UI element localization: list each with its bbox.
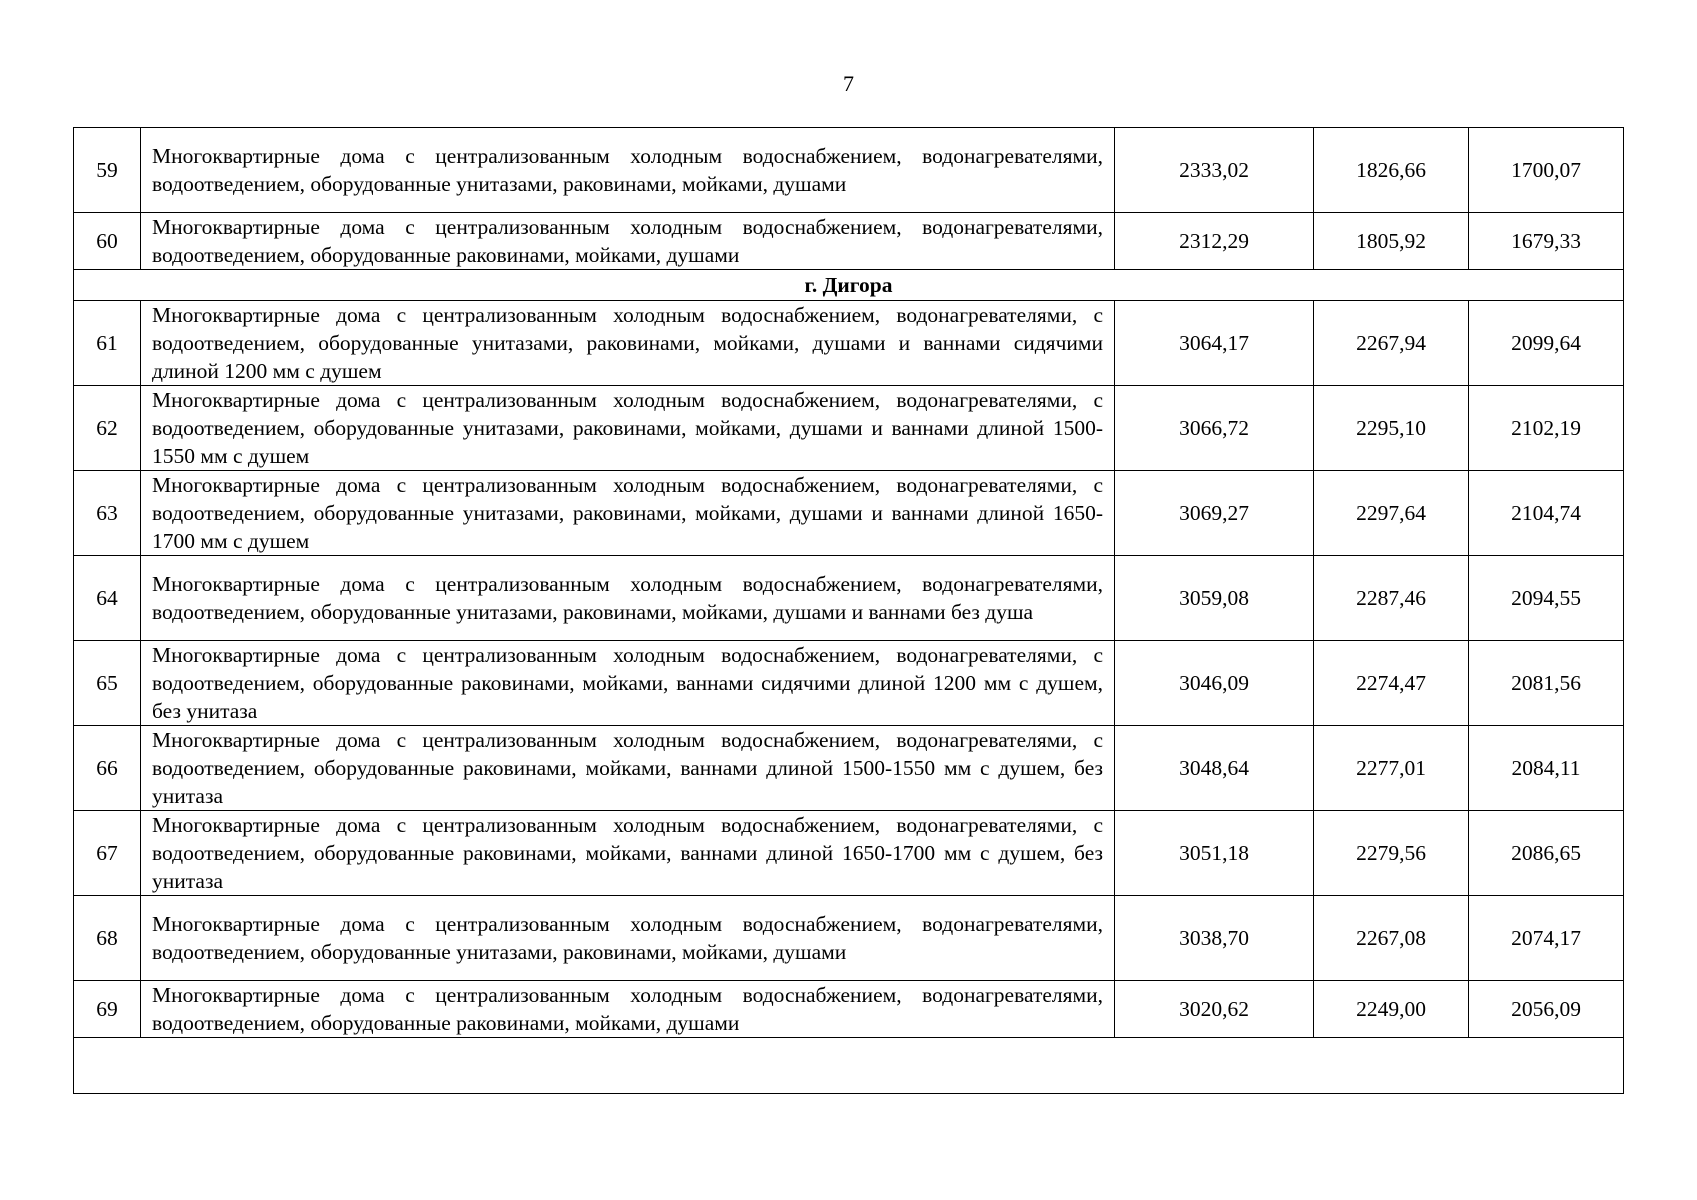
row-value-3: 2102,19 xyxy=(1469,386,1624,471)
table-row xyxy=(74,301,1624,386)
row-value-3: 2094,55 xyxy=(1469,556,1624,641)
row-number: 59 xyxy=(74,128,141,213)
table-row xyxy=(74,811,1624,896)
row-value-3: 2099,64 xyxy=(1469,301,1624,386)
row-value-1: 3064,17 xyxy=(1115,301,1314,386)
table-row xyxy=(74,641,1624,726)
row-value-3: 2104,74 xyxy=(1469,471,1624,556)
row-value-1: 2333,02 xyxy=(1115,128,1314,213)
row-value-3: 2084,11 xyxy=(1469,726,1624,811)
row-value-1: 3051,18 xyxy=(1115,811,1314,896)
table-row xyxy=(74,213,1624,270)
row-value-2: 1805,92 xyxy=(1314,213,1469,270)
row-value-1: 3069,27 xyxy=(1115,471,1314,556)
table-row xyxy=(74,726,1624,811)
row-description: Многоквартирные дома с централизованным холодным водоснабжением, водонагревателями, водоотведением, оборудованные унитазами, раковинами, мойками, душами xyxy=(141,896,1115,981)
empty-cell xyxy=(74,1038,1624,1094)
table-row xyxy=(74,896,1624,981)
table-row xyxy=(74,128,1624,213)
row-number: 62 xyxy=(74,386,141,471)
row-value-2: 2267,08 xyxy=(1314,896,1469,981)
row-value-2: 2277,01 xyxy=(1314,726,1469,811)
row-value-3: 2081,56 xyxy=(1469,641,1624,726)
row-number: 60 xyxy=(74,213,141,270)
table-row xyxy=(74,981,1624,1038)
section-row xyxy=(74,270,1624,301)
row-number: 67 xyxy=(74,811,141,896)
row-number: 68 xyxy=(74,896,141,981)
table-row xyxy=(74,556,1624,641)
row-description: Многоквартирные дома с централизованным холодным водоснабжением, водонагревателями, с водоотведением, оборудованные унитазами, раковинами, мойками, душами и ваннами сидячими длиной 1200 мм с душем xyxy=(141,301,1115,386)
row-value-3: 1700,07 xyxy=(1469,128,1624,213)
table-row xyxy=(74,471,1624,556)
row-value-3: 2074,17 xyxy=(1469,896,1624,981)
row-value-1: 3038,70 xyxy=(1115,896,1314,981)
row-description: Многоквартирные дома с централизованным холодным водоснабжением, водонагревателями, водоотведением, оборудованные унитазами, раковинами, мойками, душами xyxy=(141,128,1115,213)
page-number: 7 xyxy=(843,71,854,96)
row-description: Многоквартирные дома с централизованным холодным водоснабжением, водонагревателями, с водоотведением, оборудованные унитазами, раковинами, мойками, душами и ваннами длиной 1650-1700 мм с душем xyxy=(141,471,1115,556)
row-number: 66 xyxy=(74,726,141,811)
row-value-1: 3046,09 xyxy=(1115,641,1314,726)
row-value-2: 2297,64 xyxy=(1314,471,1469,556)
row-number: 69 xyxy=(74,981,141,1038)
row-value-2: 2267,94 xyxy=(1314,301,1469,386)
row-description: Многоквартирные дома с централизованным холодным водоснабжением, водонагревателями, с водоотведением, оборудованные унитазами, раковинами, мойками, душами и ваннами длиной 1500-1550 мм с душем xyxy=(141,386,1115,471)
empty-row xyxy=(74,1038,1624,1094)
row-value-3: 1679,33 xyxy=(1469,213,1624,270)
row-description: Многоквартирные дома с централизованным холодным водоснабжением, водонагревателями, с водоотведением, оборудованные раковинами, мойками, ваннами сидячими длиной 1200 мм с душем, без унитаза xyxy=(141,641,1115,726)
row-description: Многоквартирные дома с централизованным холодным водоснабжением, водонагревателями, с водоотведением, оборудованные раковинами, мойками, ваннами длиной 1500-1550 мм с душем, без унитаза xyxy=(141,726,1115,811)
section-title: г. Дигора xyxy=(74,270,1624,301)
row-value-2: 2287,46 xyxy=(1314,556,1469,641)
row-description: Многоквартирные дома с централизованным холодным водоснабжением, водонагревателями, водоотведением, оборудованные раковинами, мойками, душами xyxy=(141,981,1115,1038)
table-row xyxy=(74,386,1624,471)
row-number: 61 xyxy=(74,301,141,386)
row-value-2: 2274,47 xyxy=(1314,641,1469,726)
row-value-1: 2312,29 xyxy=(1115,213,1314,270)
row-value-2: 2295,10 xyxy=(1314,386,1469,471)
row-description: Многоквартирные дома с централизованным холодным водоснабжением, водонагревателями, водоотведением, оборудованные раковинами, мойками, душами xyxy=(141,213,1115,270)
tariff-table xyxy=(73,127,1624,1094)
row-value-3: 2056,09 xyxy=(1469,981,1624,1038)
row-description: Многоквартирные дома с централизованным холодным водоснабжением, водонагревателями, с водоотведением, оборудованные раковинами, мойками, ваннами длиной 1650-1700 мм с душем, без унитаза xyxy=(141,811,1115,896)
row-number: 65 xyxy=(74,641,141,726)
row-value-2: 2279,56 xyxy=(1314,811,1469,896)
row-number: 64 xyxy=(74,556,141,641)
row-number: 63 xyxy=(74,471,141,556)
row-value-1: 3066,72 xyxy=(1115,386,1314,471)
row-value-3: 2086,65 xyxy=(1469,811,1624,896)
row-value-2: 2249,00 xyxy=(1314,981,1469,1038)
row-value-1: 3020,62 xyxy=(1115,981,1314,1038)
row-description: Многоквартирные дома с централизованным холодным водоснабжением, водонагревателями, водоотведением, оборудованные унитазами, раковинами, мойками, душами и ваннами без душа xyxy=(141,556,1115,641)
row-value-2: 1826,66 xyxy=(1314,128,1469,213)
row-value-1: 3059,08 xyxy=(1115,556,1314,641)
row-value-1: 3048,64 xyxy=(1115,726,1314,811)
